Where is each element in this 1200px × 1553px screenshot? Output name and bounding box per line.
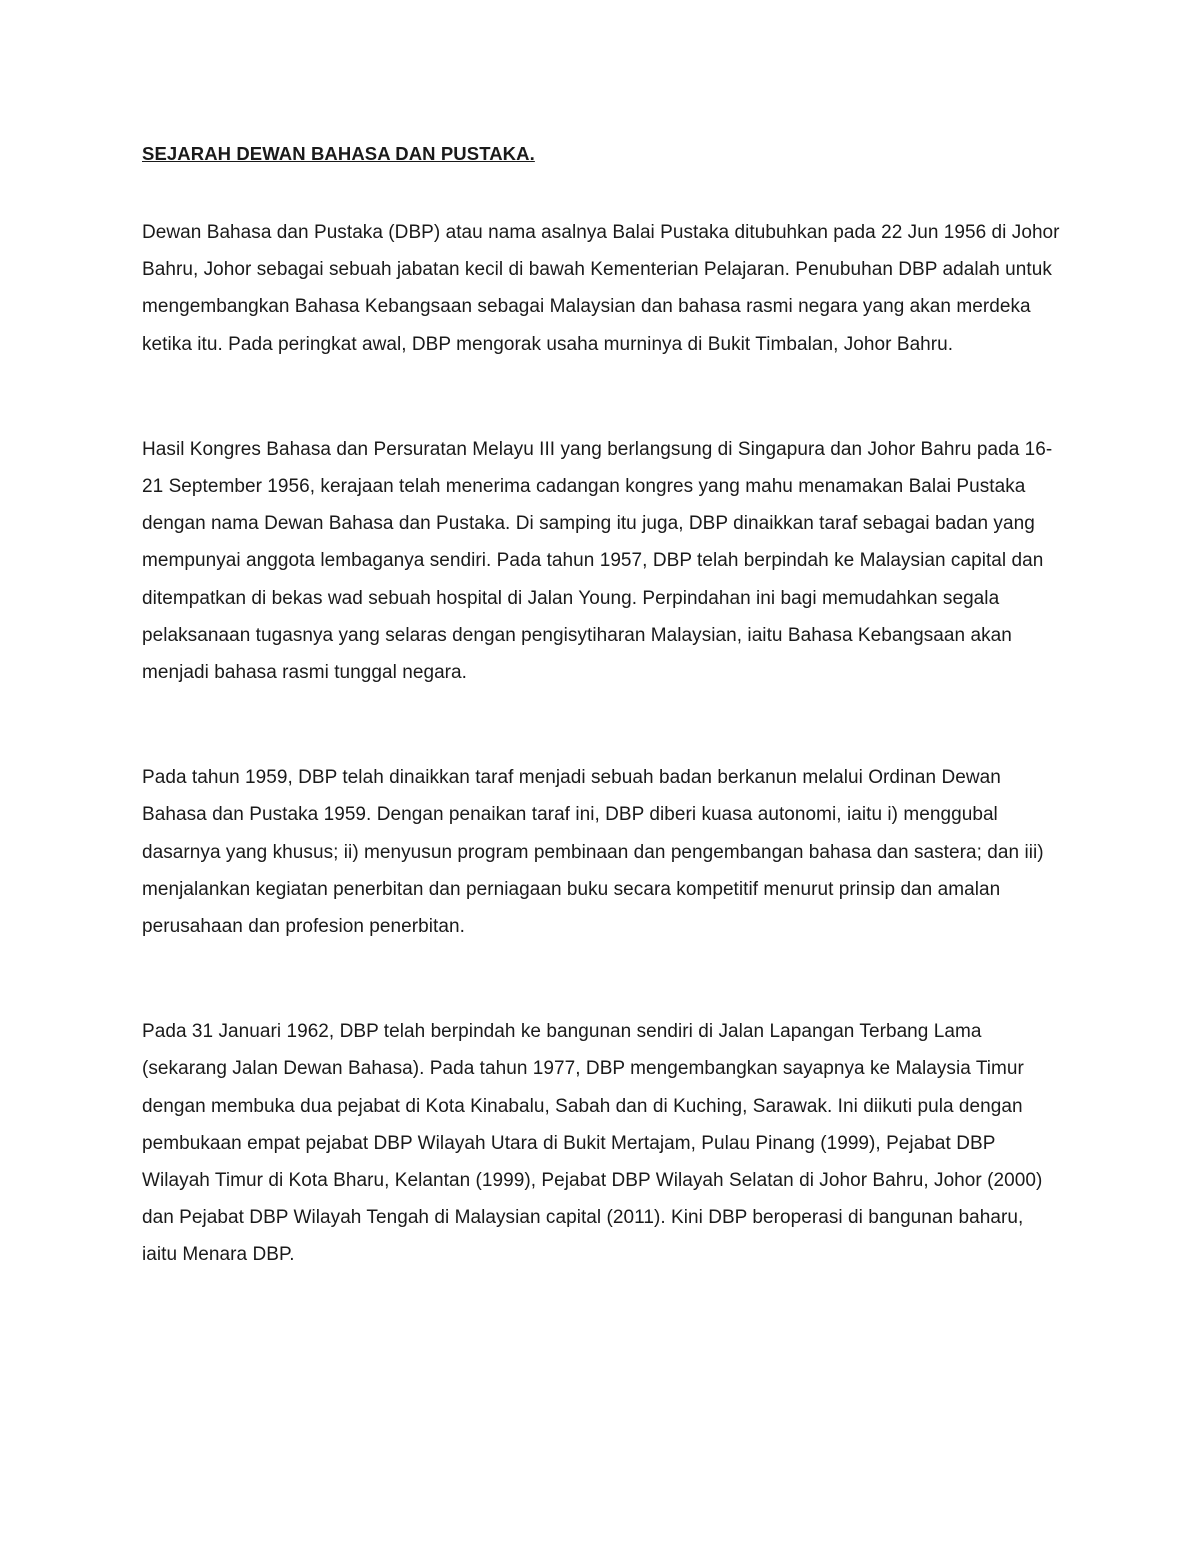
paragraph-4: Pada 31 Januari 1962, DBP telah berpindah ke bangunan sendiri di Jalan Lapangan Terbang Lama (sekarang Jalan Dewan Bahasa). Pada tahun 1977, DBP mengembangkan sayapnya ke Malaysia Timur dengan membuka dua pejabat di Kota Kinabalu, Sabah dan di Kuching, Sarawak. Ini diikuti pula dengan pembukaan empat pejabat DBP Wilayah Utara di Bukit Mertajam, Pulau Pinang (1999), Pejabat DBP Wilayah Timur di Kota Bharu, Kelantan (1999), Pejabat DBP Wilayah Selatan di Johor Bahru, Johor (2000) dan Pejabat DBP Wilayah Tengah di Malaysian capital (2011). Kini DBP beroperasi di bangunan baharu, iaitu Menara DBP. [142, 1021, 1043, 1266]
document-title: SEJARAH DEWAN BAHASA DAN PUSTAKA. [142, 143, 535, 164]
document-body [142, 140, 1062, 1274]
paragraph-1: Dewan Bahasa dan Pustaka (DBP) atau nama asalnya Balai Pustaka ditubuhkan pada 22 Jun 1956 di Johor Bahru, Johor sebagai sebuah jabatan kecil di bawah Kementerian Pelajaran. Penubuhan DBP adalah untuk mengembangkan Bahasa Kebangsaan sebagai Malaysian dan bahasa rasmi negara yang akan merdeka ketika itu. Pada peringkat awal, DBP mengorak usaha murninya di Bukit Timbalan, Johor Bahru. [142, 222, 1060, 355]
paragraph-3: Pada tahun 1959, DBP telah dinaikkan taraf menjadi sebuah badan berkanun melalui Ordinan Dewan Bahasa dan Pustaka 1959. Dengan penaikan taraf ini, DBP diberi kuasa autonomi, iaitu i) menggubal dasarnya yang khusus; ii) menyusun program pembinaan dan pengembangan bahasa dan sastera; dan iii) menjalankan kegiatan penerbitan dan perniagaan buku secara kompetitif menurut prinsip dan amalan perusahaan dan profesion penerbitan. [142, 767, 1044, 938]
paragraph-2: Hasil Kongres Bahasa dan Persuratan Melayu III yang berlangsung di Singapura dan Johor Bahru pada 16-21 September 1956, kerajaan telah menerima cadangan kongres yang mahu menamakan Balai Pustaka dengan nama Dewan Bahasa dan Pustaka. Di samping itu juga, DBP dinaikkan taraf sebagai badan yang mempunyai anggota lembaganya sendiri. Pada tahun 1957, DBP telah berpindah ke Malaysian capital dan ditempatkan di bekas wad sebuah hospital di Jalan Young. Perpindahan ini bagi memudahkan segala pelaksanaan tugasnya yang selaras dengan pengisytiharan Malaysian, iaitu Bahasa Kebangsaan akan menjadi bahasa rasmi tunggal negara. [142, 438, 1053, 684]
